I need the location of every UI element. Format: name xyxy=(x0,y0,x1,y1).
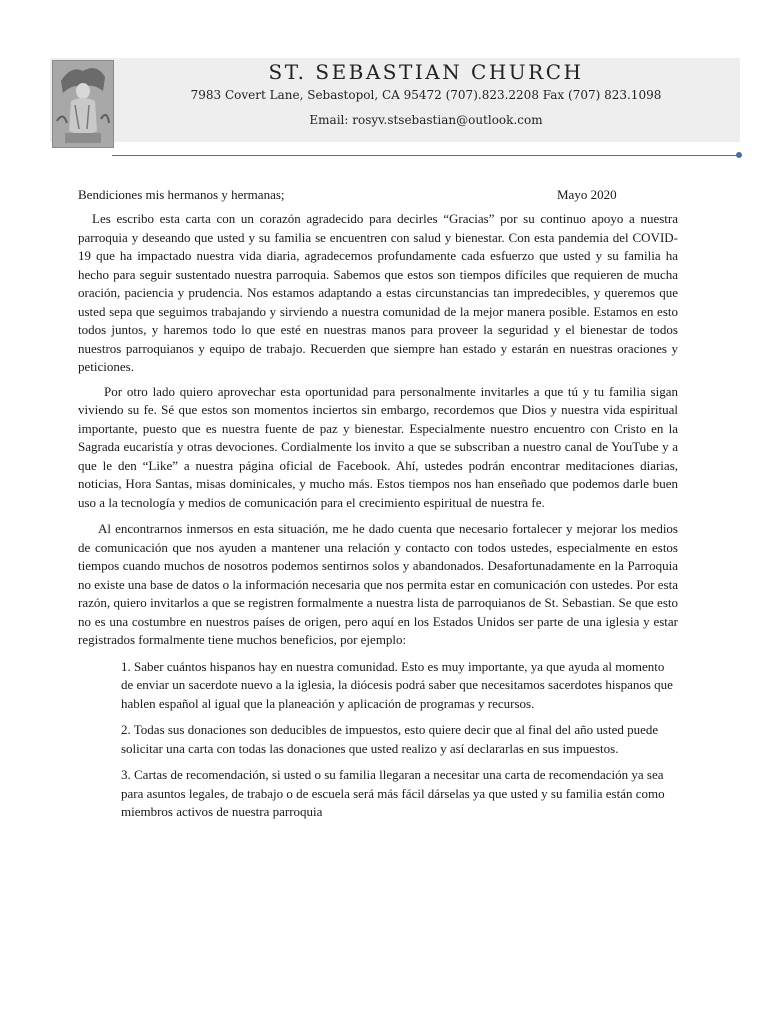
address-line: 7983 Covert Lane, Sebastopol, CA 95472 (707).823.2208 Fax (707) 823.1098 xyxy=(190,88,662,102)
letter-date: Mayo 2020 xyxy=(557,187,617,202)
paragraph-registration: Al encontrarnos inmersos en esta situación, me he dado cuenta que necesario fortalecer y mejorar los medios de comunicación que nos ayuden a mantener una relación y contacto con todos ustedes, especialmente en estos tiempos cuando muchos de nosotros podemos sentirnos solos y abandonados. Desafortunadamente en la Parroquia no existe una base de datos o la información necesaria que nos permita estar en comunicación con ustedes. Por esta razón, quiero invitarlos a que se registren formalmente a nuestra lista de parroquianos de St. Sebastian. Se que esto no es una costumbre en nuestros países de origen, pero aquí en los Estados Unidos ser parte de una iglesia y estar registrados formalmente tiene muchos beneficios, por ejemplo: xyxy=(78,521,678,647)
saint-statue-seal-icon xyxy=(52,60,114,148)
church-name: ST. SEBASTIAN CHURCH xyxy=(268,60,584,84)
list-item: 2. Todas sus donaciones son deducibles de impuestos, esto quiere decir que al final del año usted puede solicitar una carta con todas las donaciones que usted realizo y así declararlas en sus impuestos. xyxy=(121,722,659,756)
paragraph-faith-invitation: Por otro lado quiero aprovechar esta oportunidad para personalmente invitarles a que tú y tu familia sigan viviendo su fe. Sé que estos son momentos inciertos sin embargo, recordemos que Dios y nuestra vida espiritual importante, puesto que es nuestra fuente de paz y bienestar. Especialmente nuestro encuentro con Cristo en la Sagrada eucaristía y otras devociones. Cordialmente los invito a que se subscriban a nuestro canal de YouTube y a que le den “Like” a nuestra página oficial de Facebook. Ahí, ustedes podrán encontrar meditaciones diarias, noticias, Hora Santas, misas dominicales, y mucho más. Estos tiempos nos han enseñado que podemos darle buen uso a la tecnología y medios de comunicación para el crecimiento espiritual de nuestra fe. xyxy=(78,383,678,510)
list-item: 3. Cartas de recomendación, si usted o su familia llegaran a necesitar una carta de recomendación ya sea para asuntos legales, de trabajo o de escuela será más fácil dárselas ya que usted y su familia están como miembros activos de nuestra parroquia xyxy=(121,767,665,819)
list-item: 1. Saber cuántos hispanos hay en nuestra comunidad. Esto es muy importante, ya que ayuda al momento de enviar un sacerdote nuevo a la iglesia, la diócesis podrá saber que necesitamos sacerdotes hispanos que hablen español al igual que la planeación y aplicación de programas y recursos. xyxy=(121,658,673,711)
divider-end-dot xyxy=(736,152,742,158)
email-line: Email: rosyv.stsebastian@outlook.com xyxy=(309,113,543,127)
letter-greeting: Bendiciones mis hermanos y hermanas; xyxy=(78,187,285,202)
header-divider xyxy=(112,155,738,156)
benefits-list xyxy=(121,658,678,822)
paragraph-gratitude: Les escribo esta carta con un corazón agradecido para decirles “Gracias” por su continuo apoyo a nuestra parroquia y deseando que usted y su familia se encuentren con salud y bienestar. Con esta pandemia del COVID-19 que ha impactado nuestra vida diaria, agradecemos profundamente cada esfuerzo que usted y su familia ha hecho para seguir sustentado nuestra parroquia. Sabemos que estos son tiempos difíciles que requieren de mucha oración, paciencia y prudencia. Nos estamos adaptando a estas circunstancias tan impredecibles, y queremos que usted sepa que seguimos trabajando y sirviendo a nuestra comunidad de la mejor manera posible. Estamos en esto todos juntos, y haremos todo lo que esté en nuestras manos para proveer la seguridad y el bienestar de todos nuestros parroquianos y equipo de trabajo. Recuerden que siempre han estado y estarán en nuestras oraciones y peticiones. xyxy=(78,211,678,374)
letter-body xyxy=(78,210,678,830)
